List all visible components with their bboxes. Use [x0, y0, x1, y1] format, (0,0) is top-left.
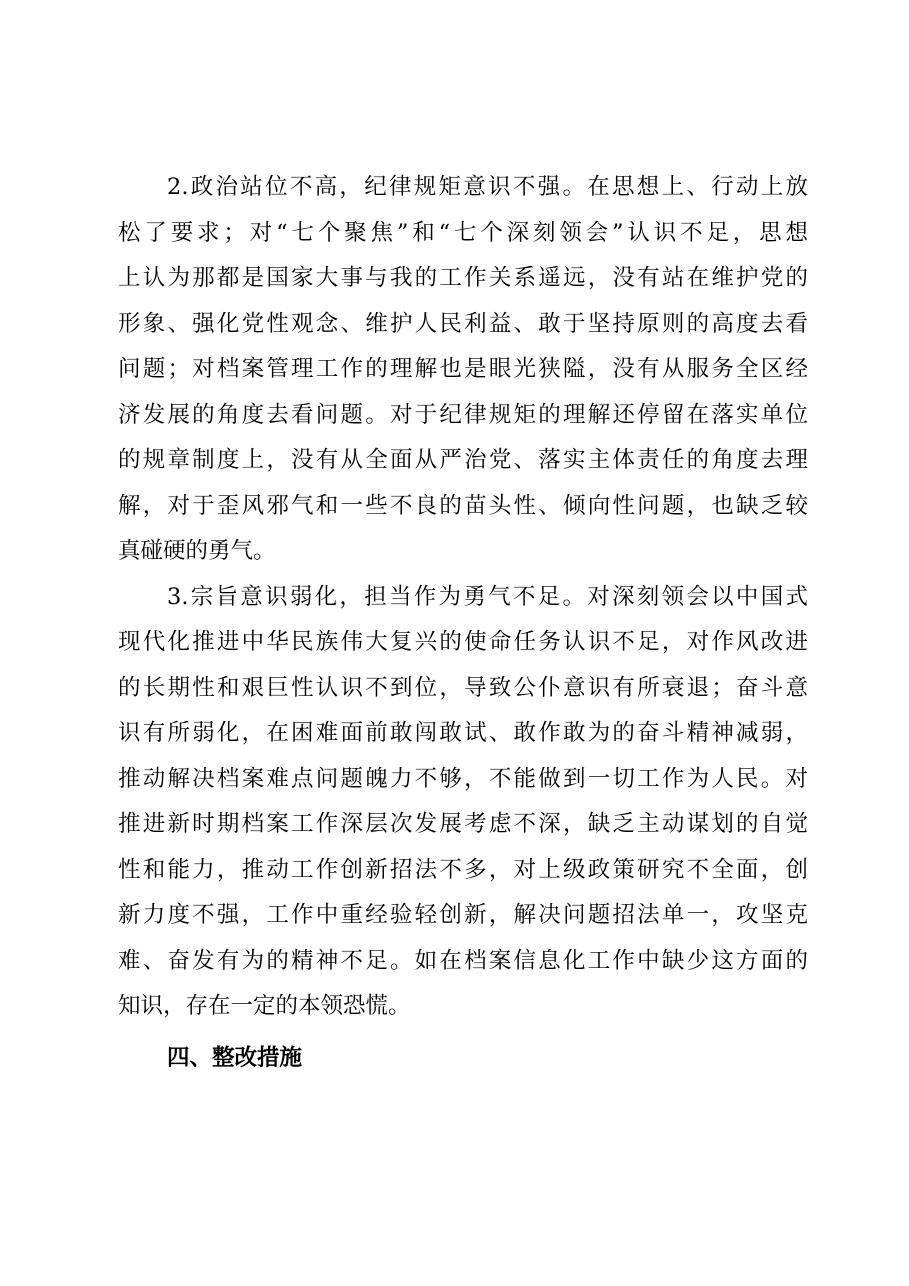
paragraph-line: 识有所弱化，在困难面前敢闯敢试、敢作敢为的奋斗精神减弱， — [118, 720, 808, 746]
paragraph-line: 济发展的角度去看问题。对于纪律规矩的理解还停留在落实单位 — [118, 401, 808, 428]
paragraph-line: 性和能力，推动工作创新招法不多，对上级政策研究不全面，创 — [118, 856, 808, 883]
paragraph-line: 的长期性和艰巨性认识不到位，导致公仆意识有所衰退；奋斗意 — [118, 674, 808, 701]
paragraph-line: 形象、强化党性观念、维护人民利益、敢于坚持原则的高度去看 — [118, 310, 808, 337]
paragraph-line: 问题；对档案管理工作的理解也是眼光狭隘，没有从服务全区经 — [118, 356, 808, 382]
paragraph-line: 真碰硬的勇气。 — [118, 538, 276, 564]
paragraph-line: 2.政治站位不高，纪律规矩意识不强。在思想上、行动上放 — [167, 174, 808, 200]
paragraph-line: 松了要求；对“七个聚焦”和“七个深刻领会”认识不足，思想 — [118, 219, 808, 246]
paragraph-3 — [118, 575, 808, 1030]
paragraph-line: 的规章制度上，没有从全面从严治党、落实主体责任的角度去理 — [118, 447, 808, 473]
paragraph-line: 3.宗旨意识弱化，担当作为勇气不足。对深刻领会以中国式 — [167, 583, 808, 610]
document-body — [118, 165, 808, 1082]
paragraph-line: 上认为那都是国家大事与我的工作关系遥远，没有站在维护党的 — [118, 265, 808, 291]
paragraph-2 — [118, 165, 808, 575]
paragraph-line: 推进新时期档案工作深层次发展考虑不深，缺乏主动谋划的自觉 — [118, 811, 808, 837]
paragraph-line: 新力度不强，工作中重经验轻创新，解决问题招法单一，攻坚克 — [118, 902, 808, 928]
paragraph-line: 知识，存在一定的本领恐慌。 — [118, 993, 411, 1019]
paragraph-line: 解，对于歪风邪气和一些不良的苗头性、倾向性问题，也缺乏较 — [118, 492, 808, 519]
paragraph-line: 推动解决档案难点问题魄力不够，不能做到一切工作为人民。对 — [118, 765, 808, 792]
paragraph-line: 难、奋发有为的精神不足。如在档案信息化工作中缺少这方面的 — [118, 947, 808, 974]
section-heading: 四、整改措施 — [167, 1044, 303, 1071]
paragraph-line: 现代化推进中华民族伟大复兴的使命任务认识不足，对作风改进 — [118, 629, 808, 655]
